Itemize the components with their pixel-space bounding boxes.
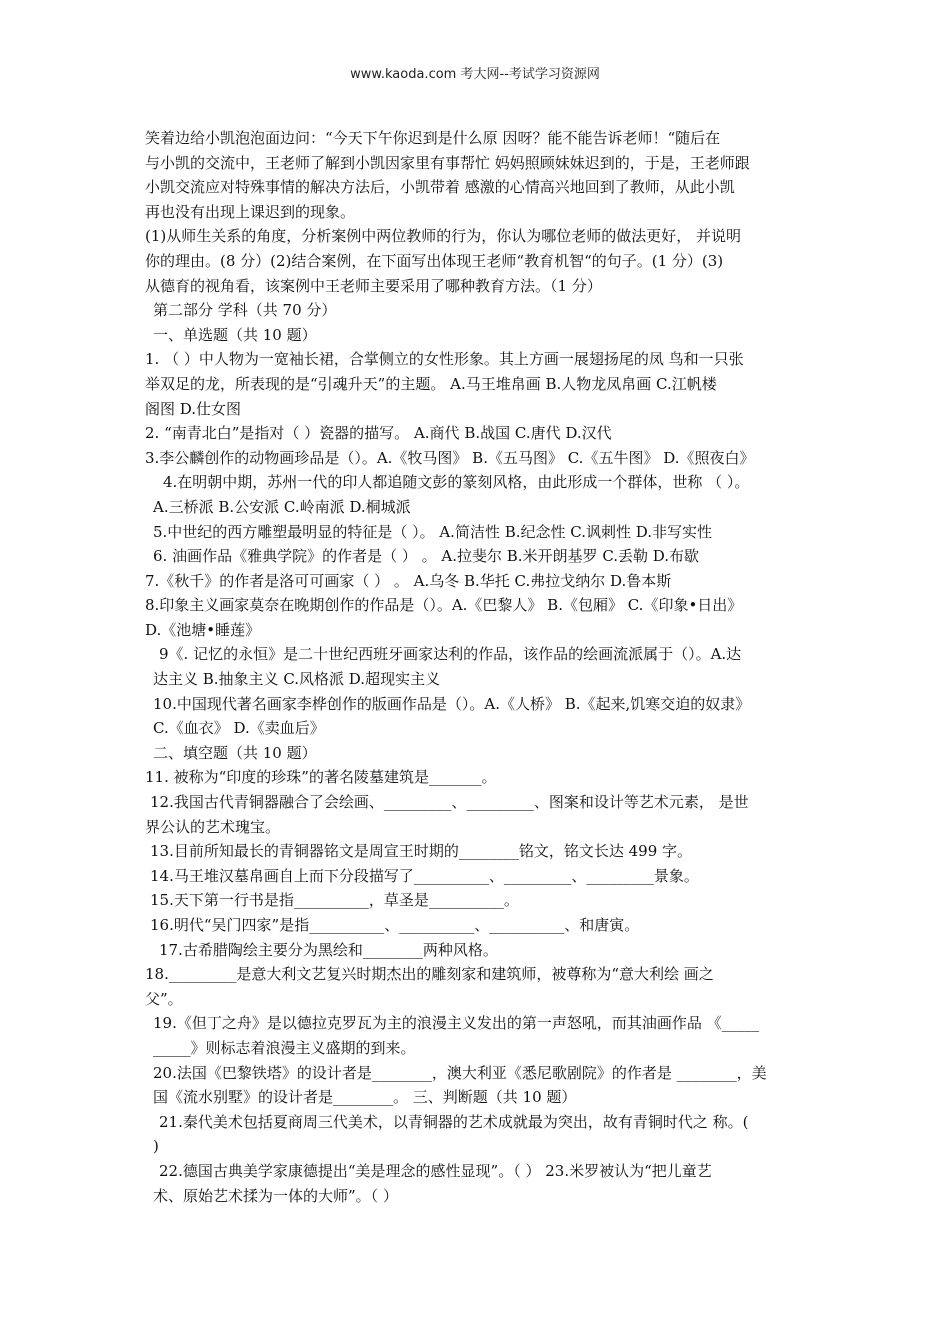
text-line: 再也没有出现上课迟到的现象。 bbox=[145, 202, 356, 221]
question-line: A.三桥派 B.公安派 C.岭南派 D.桐城派 bbox=[153, 497, 411, 516]
question-line: 术、原始艺术揉为一体的大师”。（ ） bbox=[153, 1186, 398, 1205]
document-body bbox=[145, 126, 809, 1208]
text-line: 小凯交流应对特殊事情的解决方法后，小凯带着 感激的心情高兴地回到了教师，从此小凯 bbox=[145, 178, 735, 197]
question-line: 5.中世纪的西方雕塑最明显的特征是（ ）。 A.简洁性 B.纪念性 C.讽刺性 D.非写实性 bbox=[153, 522, 713, 541]
question-line: 13.目前所知最长的青铜器铭文是周宣王时期的________铭文，铭文长达 499 字。 bbox=[150, 842, 693, 861]
question-line: 7.《秋千》的作者是洛可可画家（ ） 。 A.乌冬 B.华托 C.弗拉戈纳尔 D.鲁本斯 bbox=[145, 571, 672, 590]
question-line: D.《池塘•睡莲》 bbox=[145, 620, 261, 639]
text-line: 笑着边给小凯泡泡面边问：“今天下午你迟到是什么原 因呀？能不能告诉老师！“随后在 bbox=[145, 129, 721, 147]
question-line: 22.德国古典美学家康德提出“美是理念的感性显现”。（ ） 23.米罗被认为“把儿童艺 bbox=[159, 1161, 712, 1180]
question-line: 11. 被称为“印度的珍珠”的著名陵墓建筑是_______。 bbox=[145, 768, 497, 787]
question-line: 父”。 bbox=[145, 989, 183, 1008]
question-line: 界公认的艺术瑰宝。 bbox=[145, 817, 281, 836]
question-line: 20.法国《巴黎铁塔》的设计者是________，澳大利亚《悉尼歌剧院》的作者是 ________，美 bbox=[153, 1063, 767, 1082]
question-line: ) bbox=[153, 1137, 159, 1156]
question-line: 21.秦代美术包括夏商周三代美术，以青铜器的艺术成就最为突出，故有青铜时代之 称。( bbox=[159, 1112, 749, 1131]
question-line: 14.马王堆汉墓帛画自上而下分段描写了__________、_________、_________景象。 bbox=[150, 866, 699, 885]
question-line: 17.古希腊陶绘主要分为黑绘和________两种风格。 bbox=[159, 940, 498, 959]
question-line: 15.天下第一行书是指__________，草圣是__________。 bbox=[150, 891, 519, 910]
question-line: 举双足的龙，所表现的是“引魂升天”的主题。 A.马王堆帛画 B.人物龙凤帛画 C.江帆楼 bbox=[145, 374, 717, 393]
question-line: 阁图 D.仕女图 bbox=[145, 399, 242, 418]
question-line: 12.我国古代青铜器融合了会绘画、_________、_________、图案和设计等艺术元素， 是世 bbox=[150, 793, 749, 812]
question-line: _____》则标志着浪漫主义盛期的到来。 bbox=[153, 1038, 416, 1057]
question-line: 国《流水别墅》的设计者是________。 三、判断题（共 10 题） bbox=[153, 1088, 577, 1107]
question-line: 1. （ ）中人物为一宽袖长裙，合掌侧立的女性形象。其上方画一展翅扬尾的凤 鸟和一只张 bbox=[145, 350, 744, 369]
text-line: (1)从师生关系的角度，分析案例中两位教师的行为，你认为哪位老师的做法更好， 并说明 bbox=[145, 227, 742, 246]
question-line: 8.印象主义画家莫奈在晚期创作的作品是（）。A.《巴黎人》 B.《包厢》 C.《印象•日出》 bbox=[145, 596, 743, 615]
question-line: 6. 油画作品《雅典学院》的作者是（ ） 。 A.拉斐尔 B.米开朗基罗 C.丢勒 D.布歇 bbox=[153, 547, 700, 566]
text-line: 你的理由。(8 分）(2)结合案例，在下面写出体现王老师“教育机智“的句子。(1 分）(3) bbox=[145, 251, 724, 270]
question-line: 19.《但丁之舟》是以德拉克罗瓦为主的浪漫主义发出的第一声怒吼，而其油画作品 《_____ bbox=[153, 1014, 760, 1033]
text-line: 与小凯的交流中，王老师了解到小凯因家里有事帮忙 妈妈照顾妹妹迟到的，于是，王老师跟 bbox=[145, 153, 750, 172]
question-line: 2. “南青北白”是指对（ ）瓷器的描写。 A.商代 B.战国 C.唐代 D.汉代 bbox=[145, 424, 612, 443]
section-heading: 第二部分 学科（共 70 分） bbox=[153, 301, 337, 320]
question-line: 9《. 记忆的永恒》是二十世纪西班牙画家达利的作品，该作品的绘画流派属于（）。A.达 bbox=[159, 645, 742, 664]
question-line: 4.在明朝中期，苏州一代的印人都追随文彭的篆刻风格，由此形成一个群体，世称 （ ）。 bbox=[163, 473, 750, 492]
section-heading: 二、填空题（共 10 题） bbox=[153, 743, 317, 762]
question-line: 3.李公麟创作的动物画珍品是（）。A.《牧马图》 B.《五马图》 C.《五牛图》 D.《照夜白》 bbox=[145, 448, 755, 467]
question-line: 18._________是意大利文艺复兴时期杰出的雕刻家和建筑师，被尊称为“意大利绘 画之 bbox=[145, 965, 714, 984]
text-line: 从德育的视角看，该案例中王老师主要采用了哪种教育方法。（1 分） bbox=[145, 276, 602, 295]
question-line: 达主义 B.抽象主义 C.风格派 D.超现实主义 bbox=[153, 670, 441, 689]
section-heading: 一、单选题（共 10 题） bbox=[153, 325, 317, 344]
question-line: C.《血衣》 D.《卖血后》 bbox=[153, 719, 325, 738]
page-header: www.kaoda.com 考大网--考试学习资源网 bbox=[350, 67, 600, 82]
question-line: 10.中国现代著名画家李桦创作的版画作品是（）。A.《人桥》 B.《起来,饥寒交迫的奴隶》 bbox=[153, 694, 751, 713]
question-line: 16.明代“吴门四家”是指__________、__________、__________、和唐寅。 bbox=[150, 916, 640, 934]
